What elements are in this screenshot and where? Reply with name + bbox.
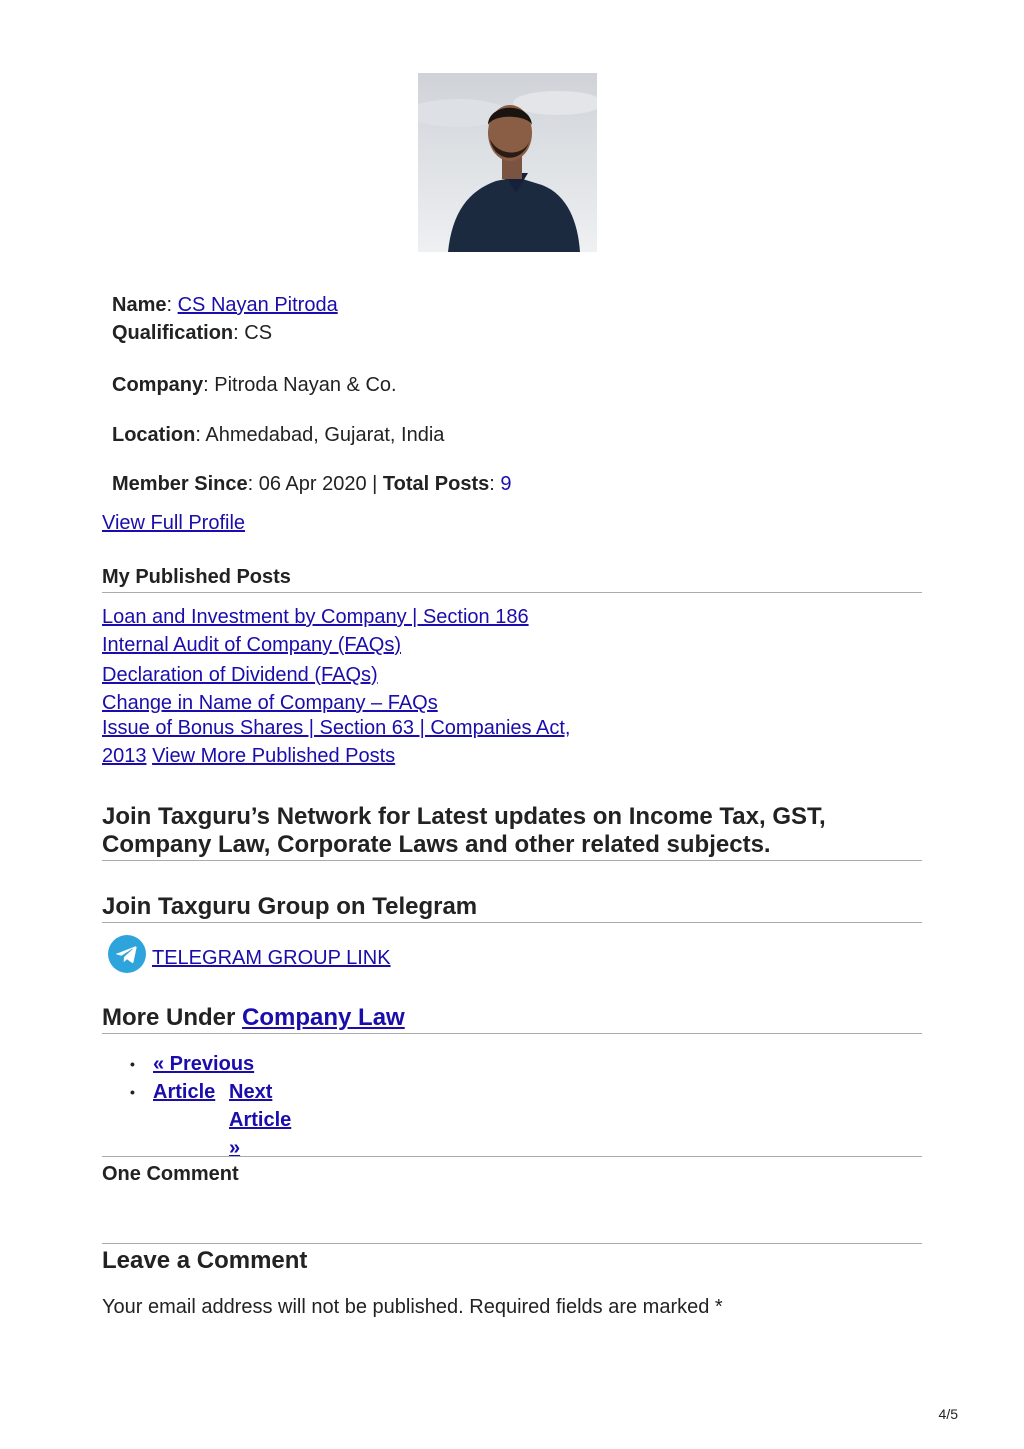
category-link[interactable]: Company Law xyxy=(242,1004,405,1031)
divider xyxy=(102,1156,922,1157)
comment-note: Your email address will not be published. Required fields are marked * xyxy=(102,1296,723,1318)
company-label: Company xyxy=(112,374,204,396)
previous-article-link[interactable]: « Previous Article xyxy=(153,1053,255,1103)
author-name-line: Name: CS Nayan Pitroda xyxy=(112,294,338,316)
post-item xyxy=(102,603,702,631)
name-label: Name xyxy=(112,294,167,316)
company-line: Company: Pitroda Nayan & Co. xyxy=(112,374,397,396)
location-line: Location: Ahmedabad, Gujarat, India xyxy=(112,424,445,446)
post-item xyxy=(102,631,702,659)
bullet-icon: • xyxy=(130,1056,135,1072)
post-link-4[interactable]: Change in Name of Company – FAQs xyxy=(102,692,438,714)
member-line: Member Since: 06 Apr 2020 | Total Posts: 9 xyxy=(112,473,512,495)
location-value: Ahmedabad, Gujarat, India xyxy=(205,424,445,446)
page-number: 4/5 xyxy=(938,1406,958,1422)
company-value: Pitroda Nayan & Co. xyxy=(214,374,397,396)
comment-count-title: One Comment xyxy=(102,1163,239,1185)
view-more-posts-link[interactable]: View More Published Posts xyxy=(152,745,396,767)
author-name-link[interactable]: CS Nayan Pitroda xyxy=(177,294,338,316)
qualification-value: CS xyxy=(244,322,273,344)
qualification-label: Qualification xyxy=(112,322,234,344)
more-under-title xyxy=(102,1004,922,1034)
view-full-profile-link[interactable]: View Full Profile xyxy=(102,512,246,534)
telegram-icon[interactable] xyxy=(108,935,146,973)
divider xyxy=(102,1243,922,1244)
next-item xyxy=(229,1078,292,1162)
published-posts-title: My Published Posts xyxy=(102,565,922,593)
member-since-value: 06 Apr 2020 xyxy=(258,473,367,495)
post-item xyxy=(102,714,602,770)
more-under-prefix: More Under xyxy=(102,1004,243,1031)
author-avatar xyxy=(418,73,597,252)
telegram-group-link[interactable]: TELEGRAM GROUP LINK xyxy=(152,947,391,969)
telegram-title: Join Taxguru Group on Telegram xyxy=(102,893,922,923)
post-link-5[interactable]: Issue of Bonus Shares | Section 63 | Companies Act, 2013 xyxy=(102,717,571,767)
post-item xyxy=(102,689,702,717)
post-link-2[interactable]: Internal Audit of Company (FAQs) xyxy=(102,634,402,656)
network-title: Join Taxguru’s Network for Latest updates on Income Tax, GST, Company Law, Corporate Laws and other related subjects. xyxy=(102,803,922,861)
location-label: Location xyxy=(112,424,196,446)
post-link-1[interactable]: Loan and Investment by Company | Section 186 xyxy=(102,606,529,628)
total-posts-value: 9 xyxy=(500,473,512,495)
next-article-link[interactable]: Next Article » xyxy=(229,1081,292,1159)
bullet-icon: • xyxy=(130,1084,135,1100)
member-since-label: Member Since xyxy=(112,473,248,495)
post-item xyxy=(102,661,702,689)
qualification-line: Qualification: CS xyxy=(112,322,273,344)
leave-comment-title: Leave a Comment xyxy=(102,1247,308,1274)
post-link-3[interactable]: Declaration of Dividend (FAQs) xyxy=(102,664,378,686)
total-posts-label: Total Posts xyxy=(382,473,490,495)
published-posts-list xyxy=(102,603,702,770)
